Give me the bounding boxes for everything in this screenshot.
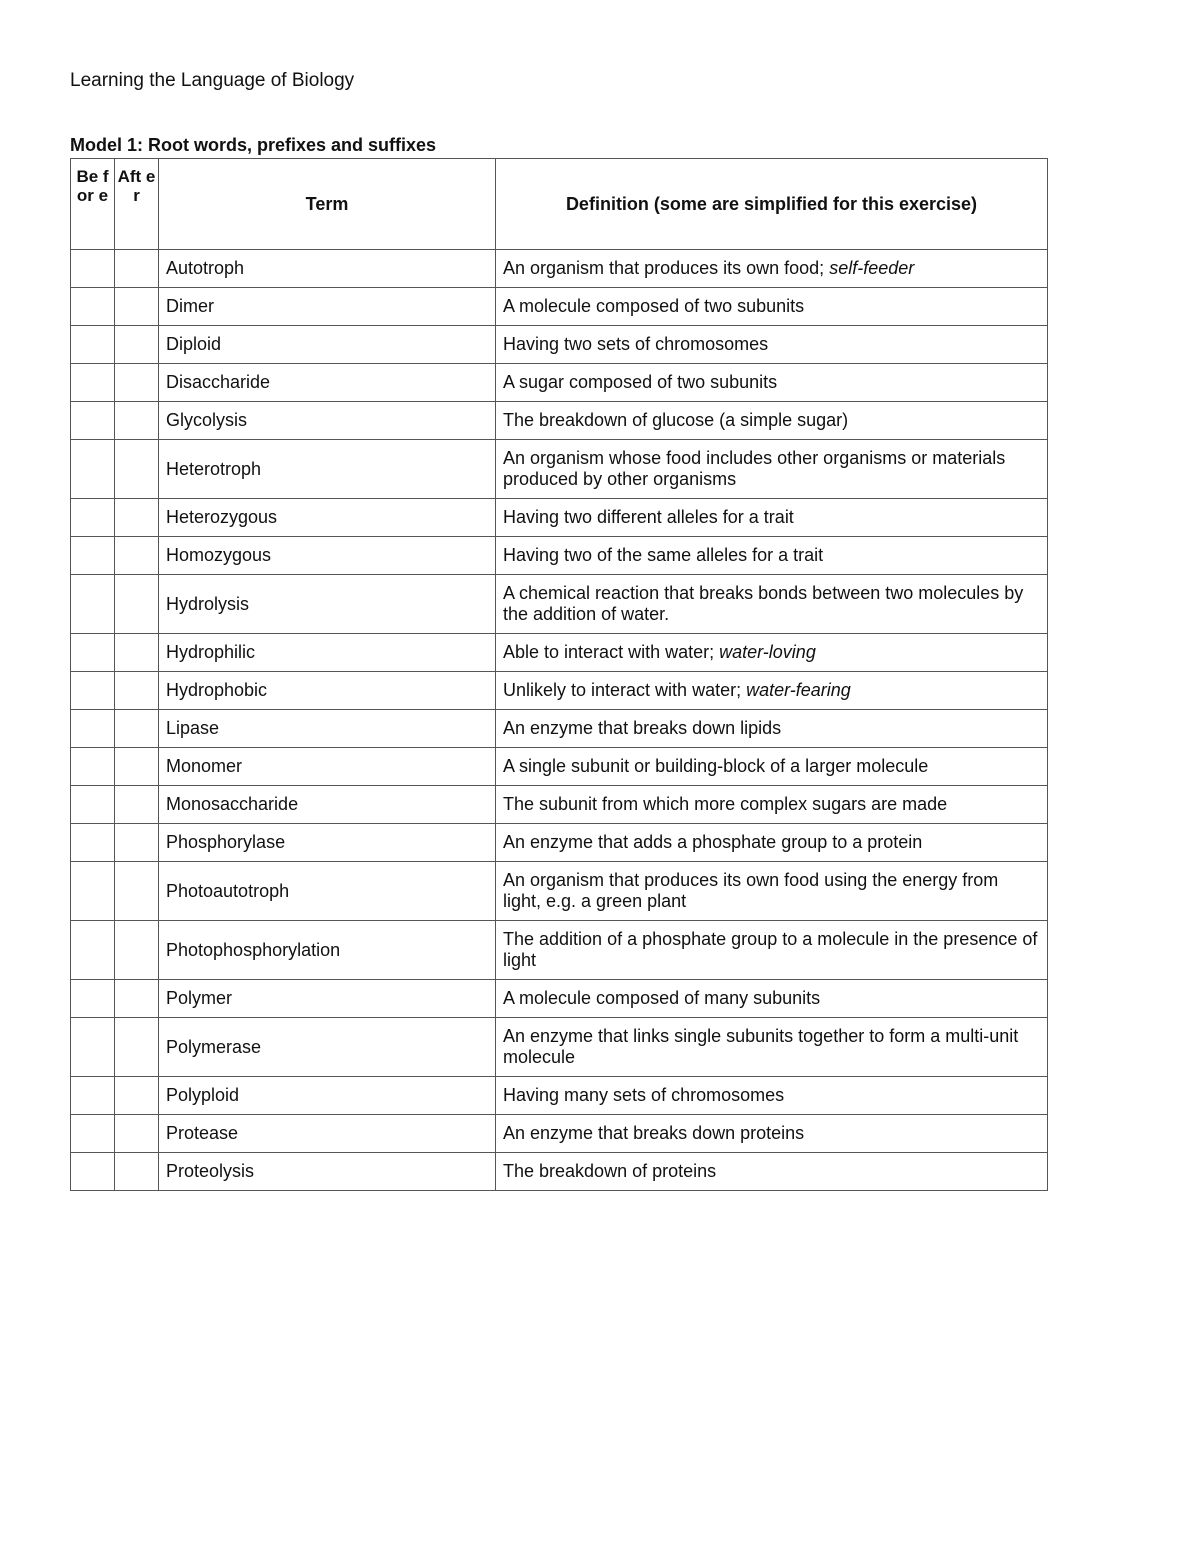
before-cell[interactable] [71, 326, 115, 364]
definition-text: An organism that produces its own food; [503, 258, 830, 278]
table-row [71, 921, 1048, 980]
definition-cell [496, 921, 1048, 980]
definition-text: A chemical reaction that breaks bonds between two molecules by the addition of water. [503, 583, 1024, 624]
definition-emphasis: water-loving [719, 642, 816, 662]
definition-text: Having two sets of chromosomes [503, 334, 769, 354]
table-row [71, 1077, 1048, 1115]
definition-text: Having many sets of chromosomes [503, 1085, 785, 1105]
table-row [71, 288, 1048, 326]
table-row [71, 250, 1048, 288]
definition-text: A molecule composed of many subunits [503, 988, 821, 1008]
after-cell[interactable] [115, 748, 159, 786]
definition-cell [496, 710, 1048, 748]
table-header-row [71, 159, 1048, 250]
definition-text: An enzyme that adds a phosphate group to a protein [503, 832, 923, 852]
definition-cell [496, 1018, 1048, 1077]
definition-cell [496, 499, 1048, 537]
before-cell[interactable] [71, 862, 115, 921]
after-cell[interactable] [115, 1153, 159, 1191]
after-cell[interactable] [115, 364, 159, 402]
after-cell[interactable] [115, 537, 159, 575]
definition-cell [496, 288, 1048, 326]
table-row [71, 537, 1048, 575]
after-cell[interactable] [115, 1077, 159, 1115]
definition-cell [496, 402, 1048, 440]
table-row [71, 748, 1048, 786]
before-cell[interactable] [71, 402, 115, 440]
term-cell: Polyploid [159, 1077, 496, 1115]
before-cell[interactable] [71, 1018, 115, 1077]
definition-text: Able to interact with water; [503, 642, 720, 662]
term-cell: Proteolysis [159, 1153, 496, 1191]
term-cell: Polymerase [159, 1018, 496, 1077]
table-row [71, 364, 1048, 402]
definition-text: The breakdown of proteins [503, 1161, 717, 1181]
term-cell: Photoautotroph [159, 862, 496, 921]
before-cell[interactable] [71, 824, 115, 862]
after-cell[interactable] [115, 710, 159, 748]
before-cell[interactable] [71, 364, 115, 402]
definition-text: The addition of a phosphate group to a molecule in the presence of light [503, 929, 1038, 970]
term-cell: Heterozygous [159, 499, 496, 537]
table-row [71, 440, 1048, 499]
term-cell: Disaccharide [159, 364, 496, 402]
term-cell: Monomer [159, 748, 496, 786]
model-title: Model 1: Root words, prefixes and suffixes [70, 135, 437, 155]
definition-cell [496, 1077, 1048, 1115]
before-cell[interactable] [71, 980, 115, 1018]
definition-cell [496, 1115, 1048, 1153]
column-header-definition: Definition (some are simplified for this exercise) [496, 159, 1048, 250]
definition-cell [496, 824, 1048, 862]
table-row [71, 710, 1048, 748]
definition-emphasis: water-fearing [746, 680, 851, 700]
before-cell[interactable] [71, 710, 115, 748]
definition-cell [496, 575, 1048, 634]
definition-cell [496, 440, 1048, 499]
before-cell[interactable] [71, 786, 115, 824]
after-cell[interactable] [115, 1018, 159, 1077]
table-row [71, 786, 1048, 824]
definition-cell [496, 250, 1048, 288]
after-cell[interactable] [115, 980, 159, 1018]
definition-text: An organism whose food includes other organisms or materials produced by other organisms [503, 448, 1006, 489]
definition-text: An enzyme that breaks down lipids [503, 718, 782, 738]
after-cell[interactable] [115, 499, 159, 537]
after-cell[interactable] [115, 862, 159, 921]
before-cell[interactable] [71, 634, 115, 672]
column-header-after: Aft er [115, 159, 159, 250]
after-cell[interactable] [115, 824, 159, 862]
table-row [71, 575, 1048, 634]
before-cell[interactable] [71, 499, 115, 537]
definition-cell [496, 862, 1048, 921]
definition-text: A molecule composed of two subunits [503, 296, 805, 316]
after-cell[interactable] [115, 786, 159, 824]
terms-table [70, 158, 1048, 1191]
definition-text: Having two different alleles for a trait [503, 507, 794, 527]
table-row [71, 862, 1048, 921]
table-row [71, 672, 1048, 710]
term-cell: Autotroph [159, 250, 496, 288]
definition-text: An organism that produces its own food using the energy from light, e.g. a green plant [503, 870, 999, 911]
before-cell[interactable] [71, 575, 115, 634]
table-row [71, 634, 1048, 672]
definition-cell [496, 748, 1048, 786]
definition-cell [496, 1153, 1048, 1191]
definition-cell [496, 537, 1048, 575]
term-cell: Photophosphorylation [159, 921, 496, 980]
term-cell: Dimer [159, 288, 496, 326]
term-cell: Hydrophobic [159, 672, 496, 710]
term-cell: Polymer [159, 980, 496, 1018]
table-body [71, 250, 1048, 1191]
term-cell: Hydrolysis [159, 575, 496, 634]
term-cell: Phosphorylase [159, 824, 496, 862]
before-cell[interactable] [71, 1077, 115, 1115]
definition-text: A sugar composed of two subunits [503, 372, 778, 392]
definition-text: A single subunit or building-block of a larger molecule [503, 756, 929, 776]
term-cell: Lipase [159, 710, 496, 748]
table-row [71, 499, 1048, 537]
term-cell: Protease [159, 1115, 496, 1153]
before-cell[interactable] [71, 921, 115, 980]
document-header: Learning the Language of Biology [70, 70, 355, 91]
column-header-term: Term [159, 159, 496, 250]
term-cell: Hydrophilic [159, 634, 496, 672]
after-cell[interactable] [115, 440, 159, 499]
table-row [71, 1115, 1048, 1153]
after-cell[interactable] [115, 326, 159, 364]
after-cell[interactable] [115, 634, 159, 672]
after-cell[interactable] [115, 921, 159, 980]
table-row [71, 326, 1048, 364]
before-cell[interactable] [71, 672, 115, 710]
term-cell: Heterotroph [159, 440, 496, 499]
before-cell[interactable] [71, 288, 115, 326]
table-row [71, 1018, 1048, 1077]
column-header-before: Be for e [71, 159, 115, 250]
after-cell[interactable] [115, 672, 159, 710]
definition-cell [496, 980, 1048, 1018]
definition-text: The breakdown of glucose (a simple sugar) [503, 410, 849, 430]
before-cell[interactable] [71, 537, 115, 575]
before-cell[interactable] [71, 440, 115, 499]
definition-cell [496, 364, 1048, 402]
term-cell: Glycolysis [159, 402, 496, 440]
after-cell[interactable] [115, 288, 159, 326]
definition-text: An enzyme that breaks down proteins [503, 1123, 805, 1143]
term-cell: Monosaccharide [159, 786, 496, 824]
after-cell[interactable] [115, 575, 159, 634]
after-cell[interactable] [115, 402, 159, 440]
table-row [71, 402, 1048, 440]
term-cell: Diploid [159, 326, 496, 364]
before-cell[interactable] [71, 1115, 115, 1153]
definition-text: Unlikely to interact with water; [503, 680, 747, 700]
definition-cell [496, 326, 1048, 364]
table-row [71, 824, 1048, 862]
definition-cell [496, 672, 1048, 710]
definition-text: The subunit from which more complex sugars are made [503, 794, 948, 814]
before-cell[interactable] [71, 748, 115, 786]
definition-cell [496, 634, 1048, 672]
before-cell[interactable] [71, 250, 115, 288]
definition-text: An enzyme that links single subunits together to form a multi-unit molecule [503, 1026, 1019, 1067]
definition-text: Having two of the same alleles for a trait [503, 545, 824, 565]
definition-emphasis: self-feeder [829, 258, 915, 278]
after-cell[interactable] [115, 250, 159, 288]
before-cell[interactable] [71, 1153, 115, 1191]
table-row [71, 1153, 1048, 1191]
definition-cell [496, 786, 1048, 824]
after-cell[interactable] [115, 1115, 159, 1153]
term-cell: Homozygous [159, 537, 496, 575]
table-row [71, 980, 1048, 1018]
